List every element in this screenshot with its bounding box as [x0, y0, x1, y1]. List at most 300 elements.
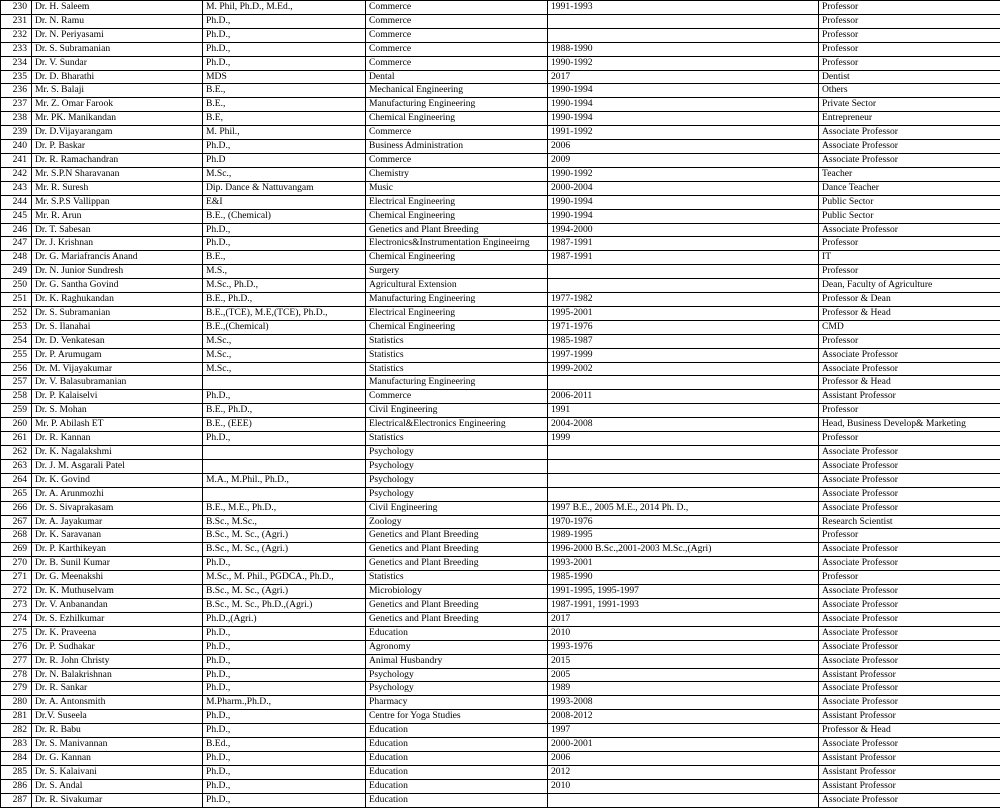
qualification-cell: B.E.,: [203, 98, 366, 112]
designation-cell: Associate Professor: [819, 557, 1000, 571]
qualification-cell: Ph.D.,: [203, 237, 366, 251]
qualification-cell: Ph.D.,: [203, 668, 366, 682]
table-row: [1, 56, 1000, 70]
department-cell: Chemical Engineering: [366, 112, 548, 126]
name-cell: Dr. T. Sabesan: [32, 223, 203, 237]
period-cell: 2006: [548, 140, 819, 154]
name-cell: Dr.V. Suseela: [32, 710, 203, 724]
name-cell: Dr. K. Praveena: [32, 626, 203, 640]
department-cell: Education: [366, 724, 548, 738]
serial-number-cell: 264: [1, 473, 32, 487]
qualification-cell: B.E., (EEE): [203, 418, 366, 432]
department-cell: Manufacturing Engineering: [366, 376, 548, 390]
period-cell: 1990-1992: [548, 56, 819, 70]
qualification-cell: M.Pharm.,Ph.D.,: [203, 696, 366, 710]
qualification-cell: [203, 446, 366, 460]
designation-cell: Associate Professor: [819, 126, 1000, 140]
table-row: [1, 598, 1000, 612]
period-cell: 1985-1987: [548, 334, 819, 348]
department-cell: Education: [366, 779, 548, 793]
period-cell: 1987-1991: [548, 237, 819, 251]
department-cell: Manufacturing Engineering: [366, 293, 548, 307]
department-cell: Genetics and Plant Breeding: [366, 557, 548, 571]
serial-number-cell: 252: [1, 306, 32, 320]
table-row: [1, 501, 1000, 515]
name-cell: Dr. S. Kalaivani: [32, 765, 203, 779]
qualification-cell: B.E., (Chemical): [203, 209, 366, 223]
period-cell: 1999: [548, 432, 819, 446]
qualification-cell: Ph.D.,: [203, 223, 366, 237]
department-cell: Business Administration: [366, 140, 548, 154]
department-cell: Statistics: [366, 348, 548, 362]
serial-number-cell: 256: [1, 362, 32, 376]
table-row: [1, 98, 1000, 112]
department-cell: Commerce: [366, 390, 548, 404]
designation-cell: Research Scientist: [819, 515, 1000, 529]
name-cell: Dr. S. Sivaprakasam: [32, 501, 203, 515]
designation-cell: Associate Professor: [819, 348, 1000, 362]
department-cell: Civil Engineering: [366, 404, 548, 418]
name-cell: Dr. D. Venkatesan: [32, 334, 203, 348]
designation-cell: Associate Professor: [819, 640, 1000, 654]
department-cell: Chemical Engineering: [366, 320, 548, 334]
qualification-cell: B.E.,: [203, 84, 366, 98]
period-cell: 2015: [548, 654, 819, 668]
period-cell: 1971-1976: [548, 320, 819, 334]
designation-cell: Associate Professor: [819, 501, 1000, 515]
qualification-cell: Ph.D.,: [203, 14, 366, 28]
name-cell: Mr. R. Suresh: [32, 181, 203, 195]
serial-number-cell: 258: [1, 390, 32, 404]
alumni-table-body: [1, 1, 1000, 808]
qualification-cell: M.Sc.,: [203, 167, 366, 181]
table-row: [1, 112, 1000, 126]
department-cell: Statistics: [366, 362, 548, 376]
designation-cell: Professor: [819, 404, 1000, 418]
designation-cell: Dance Teacher: [819, 181, 1000, 195]
designation-cell: Professor & Dean: [819, 293, 1000, 307]
name-cell: Dr. S. Subramanian: [32, 306, 203, 320]
table-row: [1, 1, 1000, 15]
name-cell: Dr. K. Nagalakshmi: [32, 446, 203, 460]
designation-cell: Associate Professor: [819, 487, 1000, 501]
period-cell: 1990-1994: [548, 84, 819, 98]
department-cell: Commerce: [366, 28, 548, 42]
serial-number-cell: 236: [1, 84, 32, 98]
department-cell: Psychology: [366, 487, 548, 501]
serial-number-cell: 259: [1, 404, 32, 418]
table-row: [1, 682, 1000, 696]
table-row: [1, 710, 1000, 724]
name-cell: Dr. A. Jayakumar: [32, 515, 203, 529]
name-cell: Dr. R. Ramachandran: [32, 153, 203, 167]
serial-number-cell: 251: [1, 293, 32, 307]
designation-cell: Professor & Head: [819, 376, 1000, 390]
period-cell: 1993-2008: [548, 696, 819, 710]
table-row: [1, 126, 1000, 140]
period-cell: 2017: [548, 70, 819, 84]
table-row: [1, 487, 1000, 501]
period-cell: 1990-1992: [548, 167, 819, 181]
period-cell: 1991-1992: [548, 126, 819, 140]
name-cell: Dr. J. Krishnan: [32, 237, 203, 251]
table-row: [1, 293, 1000, 307]
serial-number-cell: 263: [1, 459, 32, 473]
department-cell: Commerce: [366, 153, 548, 167]
department-cell: Commerce: [366, 1, 548, 15]
department-cell: Chemistry: [366, 167, 548, 181]
qualification-cell: M.Sc., Ph.D.,: [203, 279, 366, 293]
table-row: [1, 376, 1000, 390]
serial-number-cell: 284: [1, 751, 32, 765]
table-row: [1, 751, 1000, 765]
name-cell: Dr. S. Manivannan: [32, 738, 203, 752]
serial-number-cell: 240: [1, 140, 32, 154]
qualification-cell: Ph.D.,: [203, 28, 366, 42]
period-cell: 2012: [548, 765, 819, 779]
qualification-cell: Ph.D: [203, 153, 366, 167]
designation-cell: Associate Professor: [819, 362, 1000, 376]
serial-number-cell: 282: [1, 724, 32, 738]
department-cell: Psychology: [366, 682, 548, 696]
period-cell: 2005: [548, 668, 819, 682]
name-cell: Mr. S.P.S Vallippan: [32, 195, 203, 209]
serial-number-cell: 245: [1, 209, 32, 223]
department-cell: Education: [366, 765, 548, 779]
table-row: [1, 320, 1000, 334]
qualification-cell: M. Phil, Ph.D., M.Ed.,: [203, 1, 366, 15]
designation-cell: Professor: [819, 571, 1000, 585]
table-row: [1, 181, 1000, 195]
name-cell: Dr. B. Sunil Kumar: [32, 557, 203, 571]
period-cell: 1993-1976: [548, 640, 819, 654]
qualification-cell: M. Phil.,: [203, 126, 366, 140]
table-row: [1, 418, 1000, 432]
name-cell: Dr. N. Periyasami: [32, 28, 203, 42]
designation-cell: Associate Professor: [819, 543, 1000, 557]
designation-cell: Associate Professor: [819, 738, 1000, 752]
qualification-cell: Ph.D.,: [203, 779, 366, 793]
department-cell: Surgery: [366, 265, 548, 279]
department-cell: Psychology: [366, 668, 548, 682]
name-cell: Dr. N. Balakrishnan: [32, 668, 203, 682]
qualification-cell: M.Sc.,: [203, 348, 366, 362]
name-cell: Dr. G. Mariafrancis Anand: [32, 251, 203, 265]
designation-cell: Associate Professor: [819, 654, 1000, 668]
period-cell: 1995-2001: [548, 306, 819, 320]
serial-number-cell: 279: [1, 682, 32, 696]
qualification-cell: Ph.D.,: [203, 557, 366, 571]
period-cell: 1997 B.E., 2005 M.E., 2014 Ph. D.,: [548, 501, 819, 515]
designation-cell: Private Sector: [819, 98, 1000, 112]
qualification-cell: Ph.D.,: [203, 724, 366, 738]
designation-cell: Dean, Faculty of Agriculture: [819, 279, 1000, 293]
name-cell: Dr. J. M. Asgarali Patel: [32, 459, 203, 473]
table-row: [1, 223, 1000, 237]
qualification-cell: Ph.D.,: [203, 390, 366, 404]
serial-number-cell: 262: [1, 446, 32, 460]
table-row: [1, 459, 1000, 473]
table-row: [1, 28, 1000, 42]
name-cell: Dr. H. Saleem: [32, 1, 203, 15]
serial-number-cell: 237: [1, 98, 32, 112]
serial-number-cell: 242: [1, 167, 32, 181]
department-cell: Electrical Engineering: [366, 306, 548, 320]
serial-number-cell: 257: [1, 376, 32, 390]
department-cell: Zoology: [366, 515, 548, 529]
serial-number-cell: 241: [1, 153, 32, 167]
qualification-cell: B.Ed.,: [203, 738, 366, 752]
department-cell: Chemical Engineering: [366, 251, 548, 265]
qualification-cell: B.E., Ph.D.,: [203, 293, 366, 307]
period-cell: 2000-2001: [548, 738, 819, 752]
serial-number-cell: 265: [1, 487, 32, 501]
serial-number-cell: 285: [1, 765, 32, 779]
table-row: [1, 585, 1000, 599]
qualification-cell: B.E,: [203, 112, 366, 126]
department-cell: Genetics and Plant Breeding: [366, 612, 548, 626]
table-row: [1, 668, 1000, 682]
period-cell: 1994-2000: [548, 223, 819, 237]
qualification-cell: Ph.D.,: [203, 56, 366, 70]
designation-cell: Assistant Professor: [819, 751, 1000, 765]
department-cell: Genetics and Plant Breeding: [366, 543, 548, 557]
serial-number-cell: 255: [1, 348, 32, 362]
table-row: [1, 70, 1000, 84]
department-cell: Education: [366, 751, 548, 765]
designation-cell: CMD: [819, 320, 1000, 334]
serial-number-cell: 271: [1, 571, 32, 585]
name-cell: Mr. Z. Omar Farook: [32, 98, 203, 112]
qualification-cell: Ph.D.,(Agri.): [203, 612, 366, 626]
serial-number-cell: 272: [1, 585, 32, 599]
qualification-cell: B.Sc., M. Sc., (Agri.): [203, 585, 366, 599]
name-cell: Dr. D. Bharathi: [32, 70, 203, 84]
name-cell: Dr. V. Anbanandan: [32, 598, 203, 612]
period-cell: 1988-1990: [548, 42, 819, 56]
qualification-cell: Dip. Dance & Nattuvangam: [203, 181, 366, 195]
serial-number-cell: 269: [1, 543, 32, 557]
table-row: [1, 140, 1000, 154]
department-cell: Centre for Yoga Studies: [366, 710, 548, 724]
serial-number-cell: 238: [1, 112, 32, 126]
name-cell: Dr. R. John Christy: [32, 654, 203, 668]
name-cell: Dr. P. Baskar: [32, 140, 203, 154]
qualification-cell: B.E.,(Chemical): [203, 320, 366, 334]
name-cell: Dr. G. Meenakshi: [32, 571, 203, 585]
designation-cell: Professor: [819, 28, 1000, 42]
serial-number-cell: 235: [1, 70, 32, 84]
table-row: [1, 473, 1000, 487]
name-cell: Dr. P. Kalaiselvi: [32, 390, 203, 404]
period-cell: [548, 376, 819, 390]
period-cell: 2010: [548, 779, 819, 793]
qualification-cell: [203, 376, 366, 390]
period-cell: 1997: [548, 724, 819, 738]
serial-number-cell: 254: [1, 334, 32, 348]
name-cell: Dr. A. Arunmozhi: [32, 487, 203, 501]
department-cell: Microbiology: [366, 585, 548, 599]
designation-cell: Associate Professor: [819, 140, 1000, 154]
designation-cell: Associate Professor: [819, 793, 1000, 807]
department-cell: Psychology: [366, 459, 548, 473]
designation-cell: Professor: [819, 432, 1000, 446]
department-cell: Statistics: [366, 432, 548, 446]
period-cell: [548, 279, 819, 293]
table-row: [1, 209, 1000, 223]
serial-number-cell: 270: [1, 557, 32, 571]
qualification-cell: E&I: [203, 195, 366, 209]
qualification-cell: Ph.D.,: [203, 432, 366, 446]
designation-cell: Associate Professor: [819, 473, 1000, 487]
name-cell: Dr. R. Sankar: [32, 682, 203, 696]
department-cell: Music: [366, 181, 548, 195]
designation-cell: Public Sector: [819, 195, 1000, 209]
designation-cell: Associate Professor: [819, 682, 1000, 696]
qualification-cell: M.Sc.,: [203, 362, 366, 376]
table-row: [1, 515, 1000, 529]
name-cell: Dr. P. Karthikeyan: [32, 543, 203, 557]
name-cell: Mr. R. Arun: [32, 209, 203, 223]
designation-cell: Professor: [819, 56, 1000, 70]
name-cell: Dr. D.Vijayarangam: [32, 126, 203, 140]
department-cell: Genetics and Plant Breeding: [366, 223, 548, 237]
name-cell: Dr. M. Vijayakumar: [32, 362, 203, 376]
serial-number-cell: 283: [1, 738, 32, 752]
serial-number-cell: 281: [1, 710, 32, 724]
serial-number-cell: 280: [1, 696, 32, 710]
name-cell: Dr. A. Antonsmith: [32, 696, 203, 710]
period-cell: 1991: [548, 404, 819, 418]
serial-number-cell: 230: [1, 1, 32, 15]
qualification-cell: B.Sc., M.Sc.,: [203, 515, 366, 529]
department-cell: Genetics and Plant Breeding: [366, 598, 548, 612]
table-row: [1, 696, 1000, 710]
period-cell: 1989-1995: [548, 529, 819, 543]
department-cell: Psychology: [366, 473, 548, 487]
name-cell: Dr. V. Balasubramanian: [32, 376, 203, 390]
period-cell: 1991-1995, 1995-1997: [548, 585, 819, 599]
serial-number-cell: 275: [1, 626, 32, 640]
name-cell: Dr. S. Mohan: [32, 404, 203, 418]
designation-cell: Head, Business Develop& Marketing: [819, 418, 1000, 432]
table-row: [1, 153, 1000, 167]
table-row: [1, 195, 1000, 209]
serial-number-cell: 250: [1, 279, 32, 293]
period-cell: 1985-1990: [548, 571, 819, 585]
qualification-cell: B.Sc., M. Sc., Ph.D.,(Agri.): [203, 598, 366, 612]
serial-number-cell: 274: [1, 612, 32, 626]
serial-number-cell: 248: [1, 251, 32, 265]
qualification-cell: [203, 459, 366, 473]
name-cell: Dr. S. Subramanian: [32, 42, 203, 56]
department-cell: Statistics: [366, 334, 548, 348]
serial-number-cell: 232: [1, 28, 32, 42]
department-cell: Commerce: [366, 42, 548, 56]
table-row: [1, 765, 1000, 779]
name-cell: Dr. P. Sudhakar: [32, 640, 203, 654]
period-cell: [548, 265, 819, 279]
qualification-cell: Ph.D.,: [203, 793, 366, 807]
designation-cell: Assistant Professor: [819, 710, 1000, 724]
department-cell: Education: [366, 738, 548, 752]
table-row: [1, 237, 1000, 251]
designation-cell: Teacher: [819, 167, 1000, 181]
name-cell: Mr. S.P.N Sharavanan: [32, 167, 203, 181]
table-row: [1, 738, 1000, 752]
period-cell: 1993-2001: [548, 557, 819, 571]
department-cell: Psychology: [366, 446, 548, 460]
table-row: [1, 404, 1000, 418]
serial-number-cell: 267: [1, 515, 32, 529]
department-cell: Electronics&Instrumentation Engineeirng: [366, 237, 548, 251]
table-row: [1, 279, 1000, 293]
table-row: [1, 265, 1000, 279]
designation-cell: Associate Professor: [819, 459, 1000, 473]
table-row: [1, 543, 1000, 557]
table-row: [1, 251, 1000, 265]
table-row: [1, 167, 1000, 181]
table-row: [1, 724, 1000, 738]
department-cell: Electrical Engineering: [366, 195, 548, 209]
department-cell: Civil Engineering: [366, 501, 548, 515]
qualification-cell: MDS: [203, 70, 366, 84]
period-cell: [548, 473, 819, 487]
department-cell: Education: [366, 793, 548, 807]
table-row: [1, 779, 1000, 793]
serial-number-cell: 287: [1, 793, 32, 807]
period-cell: 2004-2008: [548, 418, 819, 432]
department-cell: Genetics and Plant Breeding: [366, 529, 548, 543]
qualification-cell: B.Sc., M. Sc., (Agri.): [203, 529, 366, 543]
period-cell: 1999-2002: [548, 362, 819, 376]
designation-cell: Professor: [819, 334, 1000, 348]
department-cell: Electrical&Electronics Engineering: [366, 418, 548, 432]
department-cell: Agronomy: [366, 640, 548, 654]
designation-cell: Assistant Professor: [819, 779, 1000, 793]
qualification-cell: Ph.D.,: [203, 751, 366, 765]
designation-cell: Professor: [819, 237, 1000, 251]
table-row: [1, 571, 1000, 585]
serial-number-cell: 244: [1, 195, 32, 209]
period-cell: 2009: [548, 153, 819, 167]
serial-number-cell: 268: [1, 529, 32, 543]
designation-cell: Assistant Professor: [819, 668, 1000, 682]
designation-cell: Associate Professor: [819, 223, 1000, 237]
table-row: [1, 640, 1000, 654]
table-row: [1, 362, 1000, 376]
name-cell: Dr. P. Arumugam: [32, 348, 203, 362]
qualification-cell: M.S.,: [203, 265, 366, 279]
qualification-cell: Ph.D.,: [203, 654, 366, 668]
table-row: [1, 42, 1000, 56]
qualification-cell: Ph.D.,: [203, 640, 366, 654]
name-cell: Dr. K. Govind: [32, 473, 203, 487]
period-cell: 1987-1991, 1991-1993: [548, 598, 819, 612]
table-row: [1, 612, 1000, 626]
name-cell: Dr. S. Ezhilkumar: [32, 612, 203, 626]
period-cell: 1987-1991: [548, 251, 819, 265]
designation-cell: Professor: [819, 265, 1000, 279]
department-cell: Commerce: [366, 56, 548, 70]
table-row: [1, 14, 1000, 28]
period-cell: 1997-1999: [548, 348, 819, 362]
name-cell: Dr. R. Kannan: [32, 432, 203, 446]
period-cell: [548, 28, 819, 42]
qualification-cell: Ph.D.,: [203, 682, 366, 696]
table-row: [1, 84, 1000, 98]
qualification-cell: M.Sc.,: [203, 334, 366, 348]
